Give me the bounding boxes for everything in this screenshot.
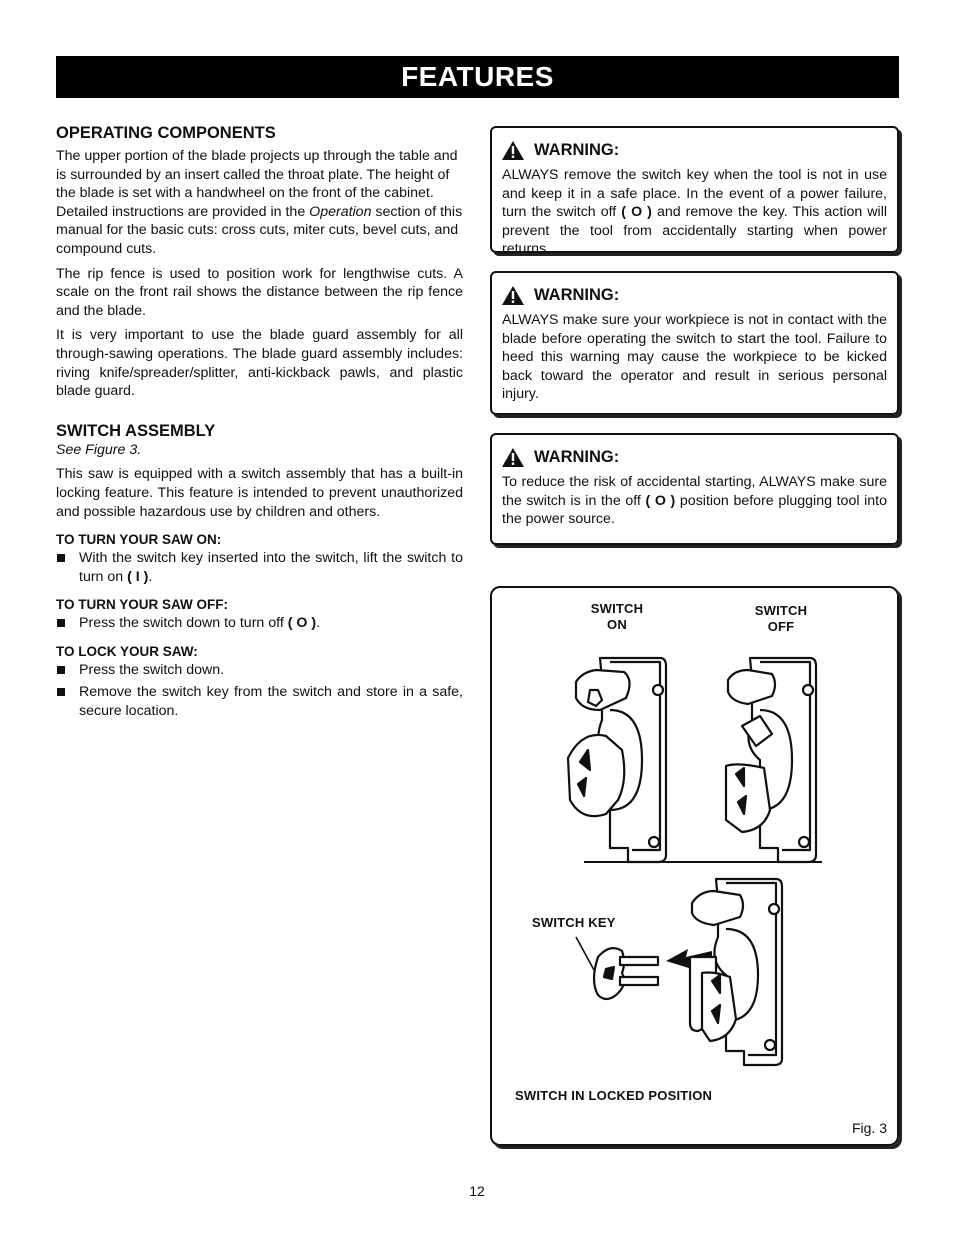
warning-title: WARNING: (502, 285, 887, 305)
lock-saw-heading: TO LOCK YOUR SAW: (56, 643, 198, 659)
warning-box-3 (490, 433, 899, 545)
switch-on-label: SWITCH ON (590, 601, 644, 632)
switch-assembly-heading: SWITCH ASSEMBLY (56, 421, 216, 440)
warning-triangle-icon (502, 448, 524, 467)
operating-paragraph-1: The upper portion of the blade projects up through the table and is surrounded by an insert called the throat plate. The height of the blade is set with a handwheel on the front of the cabinet. Detailed instructions are provided in the Operation section of this manual for the basic cuts: cross cuts, miter cuts, bevel cuts, and compound cuts. (56, 148, 463, 257)
warning-box-2 (490, 271, 899, 415)
page-number: 12 (469, 1183, 485, 1199)
switch-locked-caption: SWITCH IN LOCKED POSITION (515, 1088, 713, 1103)
switch-off-illustration (712, 650, 822, 865)
list-item: Press the switch down. (56, 661, 463, 680)
warning-text-1: ALWAYS remove the switch key when the tool is not in use and keep it in a safe place. In the event of a power failure, turn the switch off ( O ) and remove the key. This action will prevent the tool from accidentally starting when power returns. (502, 167, 887, 258)
turn-off-list (56, 614, 463, 633)
turn-off-heading: TO TURN YOUR SAW OFF: (56, 597, 228, 613)
operating-paragraph-3: It is very important to use the blade guard assembly for all through-sawing operations. The blade guard assembly includes: riving knife/spreader/splitter, anti-kickback pawls, and plastic blade guard. (56, 327, 463, 400)
warning-title: WARNING: (502, 140, 887, 160)
switch-off-label: SWITCH OFF (754, 603, 808, 634)
switch-key-illustration (570, 933, 670, 1013)
lock-saw-list (56, 661, 463, 721)
warning-triangle-icon (502, 141, 524, 160)
figure-number: Fig. 3 (851, 1120, 887, 1136)
switch-locked-illustration (682, 873, 792, 1068)
operating-components-heading: OPERATING COMPONENTS (56, 124, 276, 142)
list-item: Press the switch down to turn off ( O ). (56, 614, 463, 633)
right-column (490, 126, 899, 561)
turn-on-list (56, 549, 463, 586)
figure-divider (584, 861, 822, 863)
bullet-icon (57, 619, 65, 627)
see-figure-note: See Figure 3. (56, 441, 142, 458)
list-item: Remove the switch key from the switch and store in a safe, secure location. (56, 683, 463, 720)
list-item: With the switch key inserted into the switch, lift the switch to turn on ( I ). (56, 549, 463, 586)
left-column (56, 123, 463, 725)
bullet-icon (57, 688, 65, 696)
warning-text-2: ALWAYS make sure your workpiece is not in contact with the blade before operating the switch to start the tool. Failure to heed this warning may cause the workpiece to be kicked back toward the operator and result in serious personal injury. (502, 312, 887, 403)
turn-on-heading: TO TURN YOUR SAW ON: (56, 532, 222, 548)
bullet-icon (57, 666, 65, 674)
bullet-icon (57, 554, 65, 562)
switch-on-illustration (562, 650, 672, 865)
warning-text-3: To reduce the risk of accidental starting, ALWAYS make sure the switch is in the off ( O ) position before plugging tool into the power source. (502, 474, 888, 528)
operating-paragraph-2: The rip fence is used to position work for lengthwise cuts. A scale on the front rail shows the distance between the rip fence and the blade. (56, 265, 463, 319)
switch-intro-paragraph: This saw is equipped with a switch assembly that has a built-in locking feature. This feature is intended to prevent unauthorized and possible hazardous use by children and others. (56, 466, 463, 520)
warning-title: WARNING: (502, 447, 887, 467)
figure-3-panel (490, 586, 899, 1146)
page-banner-title: FEATURES (56, 56, 899, 98)
switch-key-label: SWITCH KEY (532, 915, 616, 930)
warning-triangle-icon (502, 286, 524, 305)
warning-box-1 (490, 126, 899, 258)
